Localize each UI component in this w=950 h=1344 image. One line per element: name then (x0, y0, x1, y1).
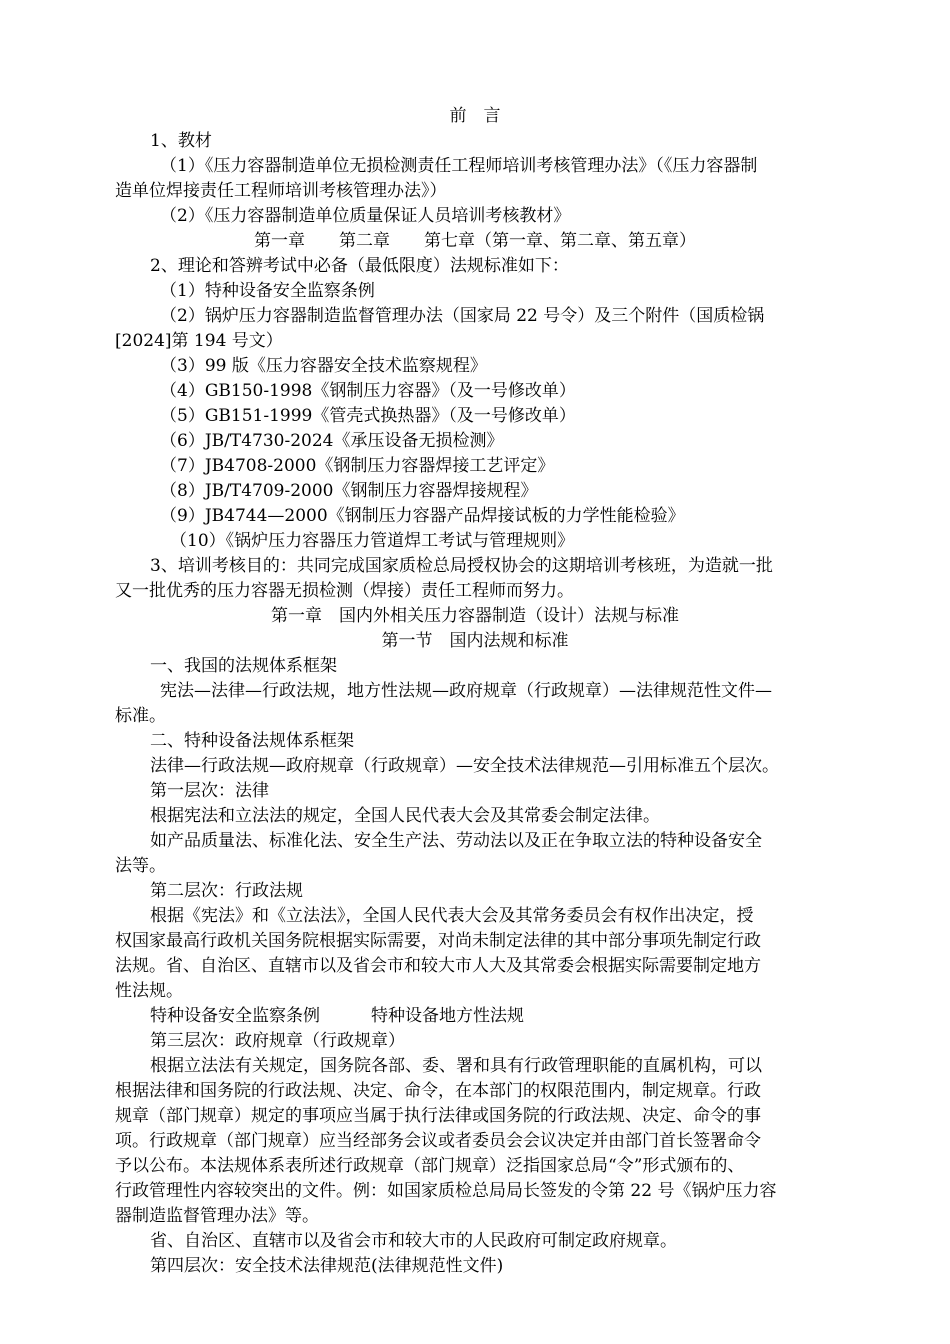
section-heading: 2、理论和答辨考试中必备（最低限度）法规标准如下： (150, 256, 569, 276)
section-heading: 1、教材 (150, 131, 212, 151)
list-item: （1）《压力容器制造单位无损检测责任工程师培训考核管理办法》（《压力容器制 (160, 156, 758, 176)
chapter-title: 第一章 国内外相关压力容器制造（设计）法规与标准 (271, 606, 679, 626)
paragraph: 根据《宪法》和《立法法》，全国人民代表大会及其常务委员会有权作出决定，授 (150, 906, 754, 926)
paragraph-continuation: 又一批优秀的压力容器无损检测（焊接）责任工程师而努力。 (115, 581, 574, 601)
level-heading: 第一层次：法律 (150, 781, 269, 801)
list-item: （7）JB4708-2000《钢制压力容器焊接工艺评定》 (160, 456, 555, 476)
paragraph-continuation: 权国家最高行政机关国务院根据实际需要，对尚未制定法律的其中部分事项先制定行政 (115, 931, 761, 951)
section-heading: 3、培训考核目的：共同完成国家质检总局授权协会的这期培训考核班，为造就一批 (150, 556, 773, 576)
paragraph: 根据宪法和立法法的规定，全国人民代表大会及其常委会制定法律。 (150, 806, 660, 826)
list-item: （4）GB150-1998《钢制压力容器》（及一号修改单） (160, 381, 576, 401)
list-item: （2）锅炉压力容器制造监督管理办法（国家局 22 号令）及三个附件（国质检锅 (160, 306, 765, 326)
preface-title: 前 言 (449, 106, 501, 126)
list-item-continuation: 造单位焊接责任工程师培训考核管理办法》） (115, 181, 447, 201)
paragraph-continuation: 器制造监督管理办法》等。 (115, 1206, 319, 1226)
list-item-continuation: [2024]第 194 号文） (115, 331, 283, 351)
paragraph-continuation: 规章（部门规章）规定的事项应当属于执行法律或国务院的行政法规、决定、命令的事 (115, 1106, 761, 1126)
list-item: （9）JB4744—2000《钢制压力容器产品焊接试板的力学性能检验》 (160, 506, 685, 526)
paragraph-continuation: 标准。 (115, 706, 166, 726)
paragraph-continuation: 法规。省、自治区、直辖市以及省会市和较大市人大及其常委会根据实际需要制定地方 (115, 956, 761, 976)
paragraph-continuation: 项。行政规章（部门规章）应当经部务会议或者委员会会议决定并由部门首长签署命令 (115, 1131, 761, 1151)
regulation-names: 特种设备安全监察条例 特种设备地方性法规 (150, 1006, 524, 1026)
paragraph: 根据立法法有关规定，国务院各部、委、署和具有行政管理职能的直属机构，可以 (150, 1056, 762, 1076)
subsection-heading: 一、我国的法规体系框架 (150, 656, 337, 676)
list-item: （3）99 版《压力容器安全技术监察规程》 (160, 356, 487, 376)
list-item: （2）《压力容器制造单位质量保证人员培训考核教材》 (160, 206, 571, 226)
paragraph: 法律—行政法规—政府规章（行政规章）—安全技术法律规范—引用标准五个层次。 (150, 756, 779, 776)
paragraph-continuation: 性法规。 (115, 981, 183, 1001)
list-item: （5）GB151-1999《管壳式换热器》（及一号修改单） (160, 406, 576, 426)
list-item: （10）《锅炉压力容器压力管道焊工考试与管理规则》 (170, 531, 575, 551)
subsection-heading: 二、特种设备法规体系框架 (150, 731, 354, 751)
level-heading: 第二层次：行政法规 (150, 881, 303, 901)
list-item: （1）特种设备安全监察条例 (160, 281, 375, 301)
section-title: 第一节 国内法规和标准 (381, 631, 569, 651)
paragraph-continuation: 予以公布。本法规体系表所述行政规章（部门规章）泛指国家总局“令”形式颁布的、 (115, 1156, 745, 1176)
paragraph-continuation: 根据法律和国务院的行政法规、决定、命令，在本部门的权限范围内，制定规章。行政 (115, 1081, 761, 1101)
paragraph: 宪法—法律—行政法规，地方性法规—政府规章（行政规章）—法律规范性文件— (160, 681, 772, 701)
chapter-list: 第一章 第二章 第七章（第一章、第二章、第五章） (254, 231, 696, 251)
paragraph-continuation: 法等。 (115, 856, 166, 876)
paragraph: 如产品质量法、标准化法、安全生产法、劳动法以及正在争取立法的特种设备安全 (150, 831, 762, 851)
paragraph-continuation: 行政管理性内容较突出的文件。例：如国家质检总局局长签发的令第 22 号《锅炉压力容 (115, 1181, 777, 1201)
level-heading: 第四层次：安全技术法律规范(法律规范性文件) (150, 1256, 504, 1276)
paragraph: 省、自治区、直辖市以及省会市和较大市的人民政府可制定政府规章。 (150, 1231, 677, 1251)
list-item: （6）JB/T4730-2024《承压设备无损检测》 (160, 431, 504, 451)
list-item: （8）JB/T4709-2000《钢制压力容器焊接规程》 (160, 481, 538, 501)
level-heading: 第三层次：政府规章（行政规章） (150, 1031, 405, 1051)
